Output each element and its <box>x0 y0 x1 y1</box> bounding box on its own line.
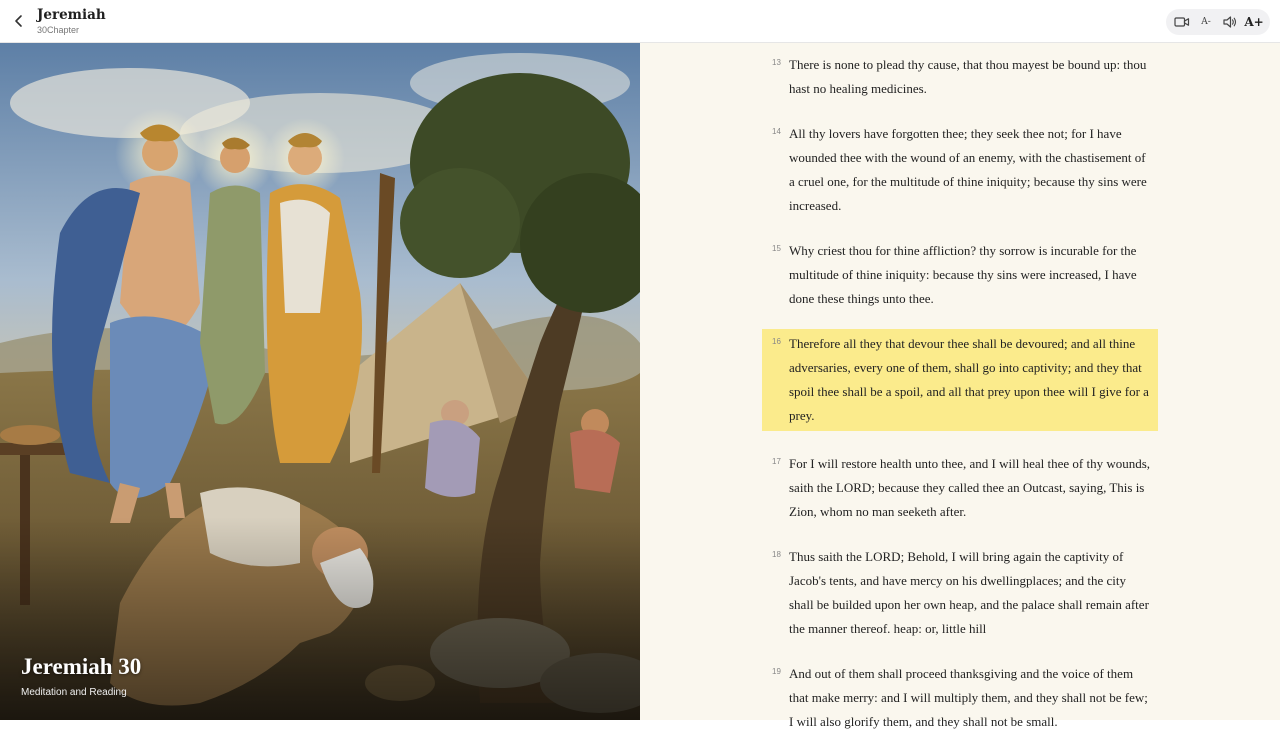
illustration-caption <box>21 653 141 698</box>
verse-item[interactable] <box>762 662 1158 734</box>
verse-number: 17 <box>772 457 781 466</box>
book-title: Jeremiah <box>37 7 106 23</box>
verse-item[interactable] <box>762 53 1158 101</box>
verse-item-highlighted[interactable] <box>762 329 1158 431</box>
chevron-left-icon <box>13 14 25 28</box>
verse-text: All thy lovers have forgotten thee; they seek thee not; for I have wounded thee with the wound of an enemy, with the chastisement of a cruel one, for the multitude of thine iniquity; because thy sins were increased. <box>789 126 1147 213</box>
verse-item[interactable] <box>762 545 1158 641</box>
chapter-tagline: Meditation and Reading <box>21 687 127 698</box>
title-block <box>37 7 106 36</box>
video-button[interactable] <box>1171 12 1193 32</box>
top-bar <box>0 0 1280 43</box>
back-button[interactable] <box>8 10 30 32</box>
verse-text: There is none to plead thy cause, that thou mayest be bound up: thou hast no healing medicines. <box>789 57 1147 96</box>
reader-toolbar <box>1166 9 1270 35</box>
audio-button[interactable] <box>1219 12 1241 32</box>
verse-text: For I will restore health unto thee, and I will heal thee of thy wounds, saith the LORD; because they called thee an Outcast, saying, This is Zion, whom no man seeketh after. <box>789 456 1151 519</box>
verse-text: And out of them shall proceed thanksgiving and the voice of them that make merry: and I will multiply them, and they shall not be few; I will also glorify them, and they shall not be small. <box>789 666 1148 729</box>
verse-item[interactable] <box>762 452 1158 524</box>
font-decrease-button[interactable]: A- <box>1201 17 1211 27</box>
verse-number: 13 <box>772 58 781 67</box>
verse-number: 16 <box>772 337 781 346</box>
verse-list <box>762 53 1158 755</box>
chapter-heading: Jeremiah 30 <box>21 654 142 679</box>
verse-item[interactable] <box>762 239 1158 311</box>
verse-number: 14 <box>772 127 781 136</box>
verse-number: 18 <box>772 550 781 559</box>
scripture-reader[interactable] <box>640 43 1280 729</box>
verse-number: 15 <box>772 244 781 253</box>
verse-text: Thus saith the LORD; Behold, I will bring again the captivity of Jacob's tents, and have mercy on his dwellingplaces; and the city shall be builded upon her own heap, and the palace shall remain after the manner thereof. heap: or, little hill <box>789 549 1149 636</box>
chapter-subtitle: 30Chapter <box>37 25 80 35</box>
speaker-icon <box>1222 15 1238 29</box>
font-increase-button[interactable]: A+ <box>1244 15 1264 29</box>
verse-text: Why criest thou for thine affliction? thy sorrow is incurable for the multitude of thine iniquity: because thy sins were increased, I have done these things unto thee. <box>789 243 1137 306</box>
chapter-illustration <box>0 43 640 720</box>
video-camera-icon <box>1174 16 1190 28</box>
verse-number: 19 <box>772 667 781 676</box>
verse-text: Therefore all they that devour thee shall be devoured; and all thine adversaries, every one of them, shall go into captivity; and they that spoil thee shall be a spoil, and all that prey upon thee will I give for a prey. <box>789 336 1149 423</box>
verse-item[interactable] <box>762 122 1158 218</box>
painting-image <box>0 43 640 720</box>
